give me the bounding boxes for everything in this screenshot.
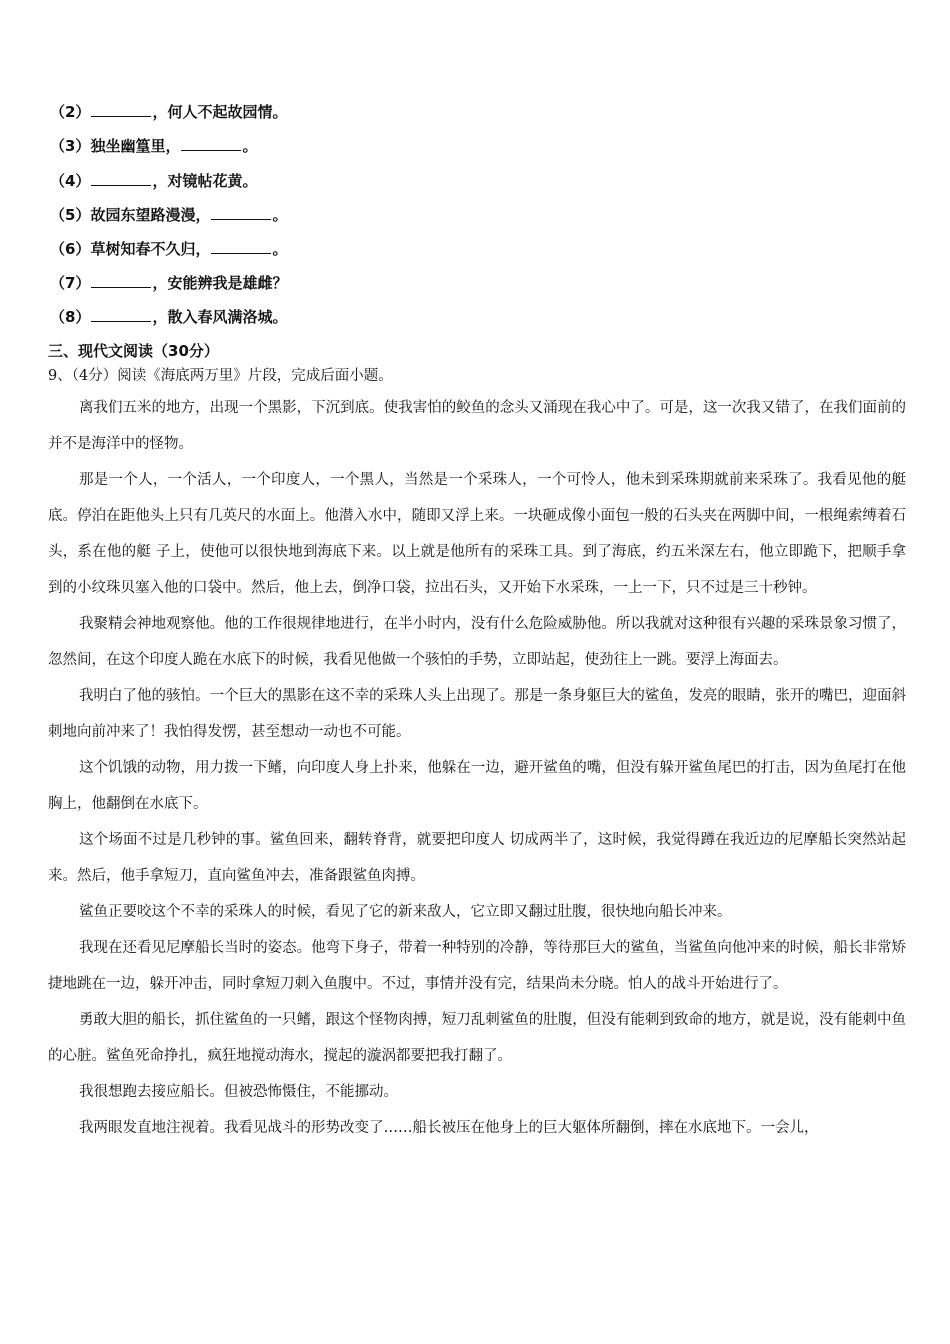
question-header: 9、（4分）阅读《海底两万里》片段，完成后面小题。 bbox=[48, 368, 393, 384]
passage-paragraph: 这个场面不过是几秒钟的事。鲨鱼回来，翻转脊背，就要把印度人 切成两半了，这时候，我觉得蹲在我近边的尼摩船长突然站起来。然后，他手拿短刀，直向鲨鱼冲去，准备跟鲨鱼肉搏。 bbox=[48, 832, 906, 884]
answer-blank bbox=[181, 136, 241, 151]
passage-paragraph: 我很想跑去接应船长。但被恐怖慑住，不能挪动。 bbox=[79, 1084, 398, 1100]
poem-item: （7） ，安能辨我是雄雌？ bbox=[50, 274, 288, 292]
reading-passage bbox=[48, 390, 906, 1146]
passage-paragraph: 我现在还看见尼摩船长当时的姿态。他弯下身子，带着一种特别的冷静，等待那巨大的鲨鱼，当鲨鱼向他冲来的时候，船长非常矫捷地跳在一边，躲开冲击，同时拿短刀刺入鱼腹中。不过，事情并没有完，结果尚未分晓。怕人的战斗开始进行了。 bbox=[48, 940, 906, 992]
poem-item: （3）独坐幽篁里， 。 bbox=[50, 137, 258, 155]
passage-paragraph: 我聚精会神地观察他。他的工作很规律地进行，在半小时内，没有什么危险威胁他。所以我就对这种很有兴趣的采珠景象习惯了，忽然间，在这个印度人跪在水底下的时候，我看见他做一个骇怕的手势，立即站起，使劲往上一跳。要浮上海面去。 bbox=[48, 616, 906, 668]
poem-item: （4） ，对镜帖花黄。 bbox=[50, 172, 258, 190]
passage-paragraph: 我明白了他的骇怕。一个巨大的黑影在这不幸的采珠人头上出现了。那是一条身躯巨大的鲨鱼，发亮的眼睛，张开的嘴巴，迎面斜刺地向前冲来了！我怕得发愣，甚至想动一动也不可能。 bbox=[48, 688, 906, 740]
passage-paragraph: 鲨鱼正要咬这个不幸的采珠人的时候，看见了它的新来敌人，它立即又翻过肚腹，很快地向船长冲来。 bbox=[79, 904, 732, 920]
answer-blank bbox=[91, 273, 151, 288]
answer-blank bbox=[91, 102, 151, 117]
answer-blank bbox=[91, 171, 151, 186]
passage-paragraph: 离我们五米的地方，出现一个黑影，下沉到底。使我害怕的鲛鱼的念头又涌现在我心中了。可是，这一次我又错了，在我们面前的并不是海洋中的怪物。 bbox=[48, 400, 906, 452]
passage-paragraph: 那是一个人，一个活人，一个印度人，一个黑人，当然是一个采珠人，一个可怜人，他未到采珠期就前来采珠了。我看见他的艇底。停泊在距他头上只有几英尺的水面上。他潜入水中，随即又浮上来。一块砸成像小面包一般的石头夹在两脚中间，一根绳索缚着石头，系在他的艇 子上，使他可以很快地到海底下来。以上就是他所有的采珠工具。到了海底，约五米深左右，他立即跪下，把顺手拿到的小纹珠贝塞入他的口袋中。然后，他上去，倒净口袋，拉出石头，又开始下水采珠，一上一下，只不过是三十秒钟。 bbox=[48, 472, 906, 596]
answer-blank bbox=[211, 205, 271, 220]
poem-item: （6）草树知春不久归， 。 bbox=[50, 240, 288, 258]
passage-paragraph: 我两眼发直地注视着。我看见战斗的形势改变了……船长被压在他身上的巨大躯体所翻倒，摔在水底地下。一会儿， bbox=[79, 1120, 819, 1136]
answer-blank bbox=[211, 239, 271, 254]
poem-item: （2） ，何人不起故园情。 bbox=[50, 103, 288, 121]
poem-item: （8） ，散入春风满洛城。 bbox=[50, 308, 288, 326]
answer-blank bbox=[91, 307, 151, 322]
passage-paragraph: 勇敢大胆的船长，抓住鲨鱼的一只鳍，跟这个怪物肉搏，短刀乱刺鲨鱼的肚腹，但没有能刺到致命的地方，就是说，没有能刺中鱼的心脏。鲨鱼死命挣扎，疯狂地搅动海水，搅起的漩涡都要把我打翻了。 bbox=[48, 1012, 906, 1064]
passage-paragraph: 这个饥饿的动物，用力拨一下鳍，向印度人身上扑来，他躲在一边，避开鲨鱼的嘴，但没有躲开鲨鱼尾巴的打击，因为鱼尾打在他胸上，他翻倒在水底下。 bbox=[48, 760, 906, 812]
poem-item: （5）故园东望路漫漫， 。 bbox=[50, 206, 288, 224]
section-title: 三、现代文阅读（30分） bbox=[48, 342, 219, 360]
